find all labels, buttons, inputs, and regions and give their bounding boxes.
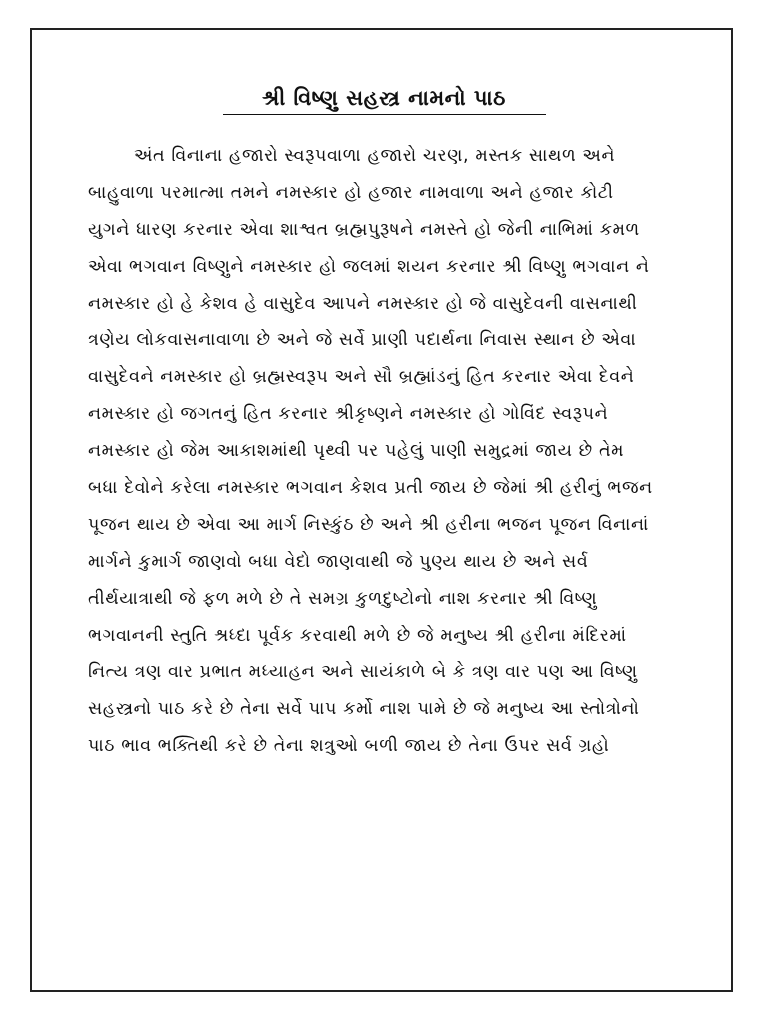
text-line: નમસ્કાર હો જગતનું હિત કરનાર શ્રીકૃષ્ણને નમસ્કાર હો ગોવિંદ સ્વરૂપને [88,404,609,425]
title-underline [223,114,546,115]
text-line: સહસ્ત્રનો પાઠ કરે છે તેના સર્વે પાપ કર્મો નાશ પામે છે જે મનુષ્ય આ સ્તોત્રોનો [88,699,640,720]
text-line: એવા ભગવાન વિષ્ણુને નમસ્કાર હો જલમાં શયન કરનાર શ્રી વિષ્ણુ ભગવાન ને [88,256,650,277]
text-line: યુગને ધારણ કરનાર એવા શાશ્વત બ્રહ્મપુરૂષને નમસ્તે હો જેની નાભિમાં કમળ [88,219,640,240]
text-line: અંત વિનાના હજારો સ્વરૂપવાળા હજારો ચરણ, મસ્તક સાથળ અને [134,146,616,166]
text-line: નિત્ય ત્રણ વાર પ્રભાત મધ્યાહન અને સાયંકાળે બે કે ત્રણ વાર પણ આ વિષ્ણુ [88,662,638,683]
text-line: પૂજન થાય છે એવા આ માર્ગ નિસ્કુંઠ છે અને શ્રી હરીના ભજન પૂજન વિનાનાં [88,514,649,535]
text-line: તીર્થયાત્રાથી જે ફળ મળે છે તે સમગ્ર કુળદુષ્ટોનો નાશ કરનાર શ્રી વિષ્ણુ [88,588,598,609]
text-line: બાહુવાળા પરમાત્મા તમને નમસ્કાર હો હજાર નામવાળા અને હજાર કોટી [88,182,614,203]
text-line: નમસ્કાર હો હે કેશવ હે વાસુદેવ આપને નમસ્કાર હો જે વાસુદેવની વાસનાથી [88,293,638,314]
text-line: ભગવાનની સ્તુતિ શ્રધ્દા પૂર્વક કરવાથી મળે છે જે મનુષ્ય શ્રી હરીના મંદિરમાં [88,625,627,646]
text-line: બધા દેવોને કરેલા નમસ્કાર ભગવાન કેશવ પ્રતી જાય છે જેમાં શ્રી હરીનું ભજન [88,478,653,499]
text-line: નમસ્કાર હો જેમ આકાશમાંથી પૃથ્વી પર પહેલું પાણી સમુદ્રમાં જાય છે તેમ [88,441,625,462]
text-line: વાસુદેવને નમસ્કાર હો બ્રહ્મસ્વરૂપ અને સૌ બ્રહ્માંડનું હિત કરનાર એવા દેવને [88,367,635,388]
text-line: માર્ગને કુમાર્ગ જાણવો બધા વેદો જાણવાથી જે પુણ્ય થાય છે અને સર્વ [88,551,589,572]
text-line: પાઠ ભાવ ભક્તિથી કરે છે તેના શત્રુઓ બળી જાય છે તેના ઉપર સર્વ ગ્રહો [88,736,610,757]
body-text [88,138,688,765]
text-line: ત્રણેય લોકવાસનાવાળા છે અને જે સર્વે પ્રાણી પદાર્થના નિવાસ સ્થાન છે એવા [88,330,637,351]
page-title: શ્રી વિષ્ણુ સહસ્ત્ર નામનો પાઠ [262,86,506,110]
